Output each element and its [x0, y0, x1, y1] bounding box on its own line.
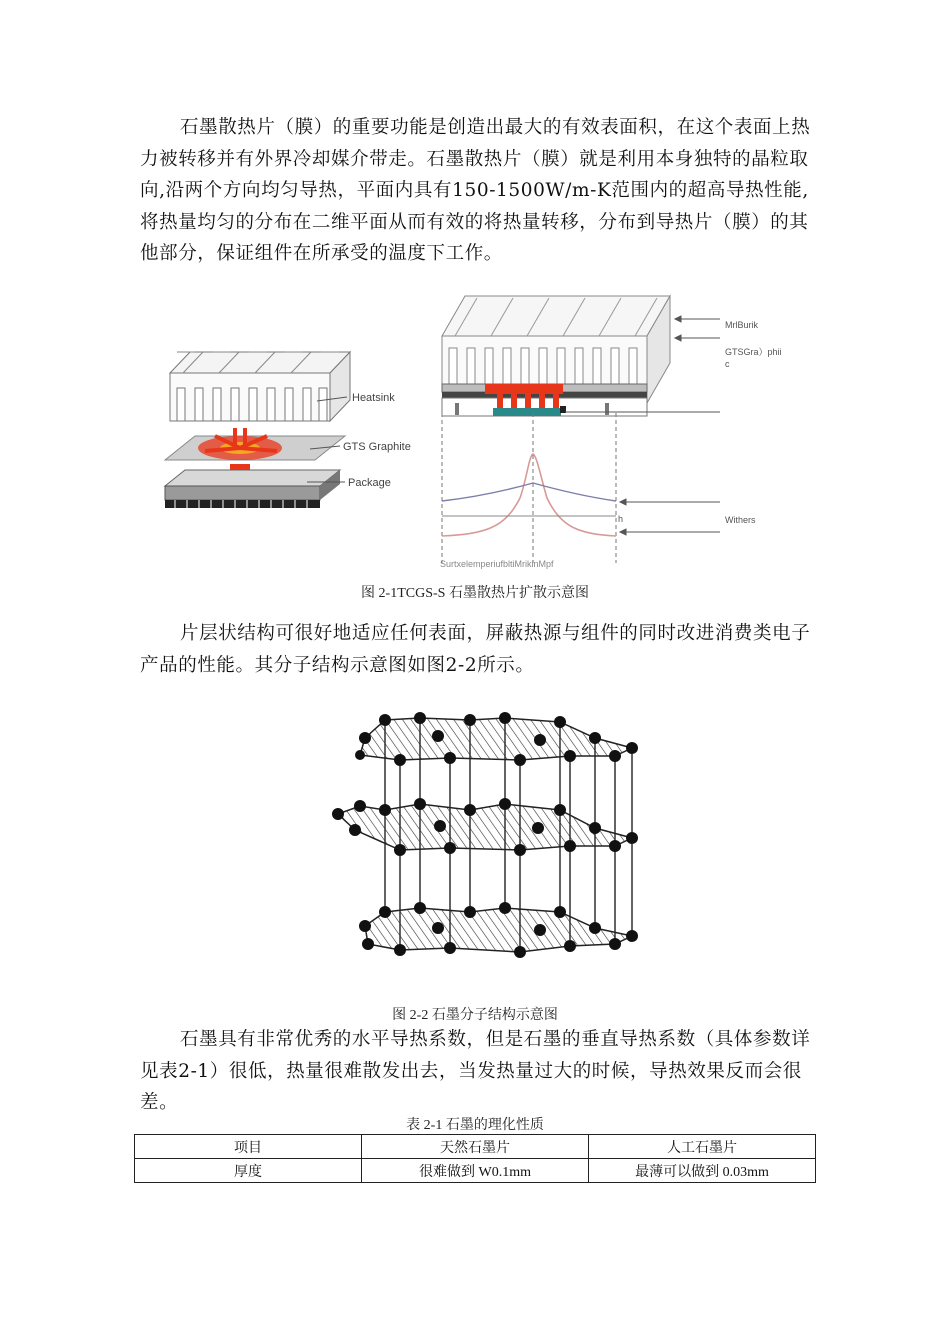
label-metal-block: MrlBurik	[725, 320, 758, 330]
figure-graphite-molecular-structure	[320, 700, 650, 1010]
temperature-curve-with-graphite	[442, 483, 616, 501]
table-wrapper	[134, 1134, 818, 1186]
label-withers: Withers	[725, 515, 756, 525]
label-gts-graphic-cont: c	[725, 359, 730, 369]
table-row	[135, 1159, 816, 1183]
cross-section-drawing	[442, 296, 670, 416]
label-heatsink: Heatsink	[352, 392, 395, 404]
paragraph-graphite-function: 石墨散热片（膜）的重要功能是创造出最大的有效表面积，在这个表面上热力被转移并有外界冷却媒介带走。石墨散热片（膜）就是利用本身独特的晶粒取向,沿两个方向均匀导热，平面内具有150-1500W/m-K范围内的超高导热性能,将热量均匀的分布在二维平面从而有效的将热量转移，分布到导热片（膜）的其他部分，保证组件在所承受的温度下工作。	[140, 117, 811, 264]
graphite-sheet-drawing	[165, 428, 345, 473]
graphite-layer-middle	[332, 798, 638, 856]
table-header-cell: 人工石墨片	[589, 1135, 816, 1159]
table-cell: 很难做到 W0.1mm	[362, 1159, 589, 1183]
paragraph-thermal-conductivity: 石墨具有非常优秀的水平导热系数，但是石墨的垂直导热系数（具体参数详见表2-1）很低，热量很难散发出去，当发热量过大的时候，导热效果反而会很差。	[140, 1029, 811, 1113]
graphite-layer-bottom	[359, 902, 638, 958]
figure-heat-spreading-diagram	[155, 288, 815, 569]
label-gts-graphic: GTSGra）phii	[725, 347, 782, 357]
figure2-caption: 图 2-2 石墨分子结构示意图	[392, 1008, 558, 1023]
package-drawing	[165, 470, 340, 508]
table-header-cell: 项目	[135, 1135, 362, 1159]
label-surface-temperature: SurtxelemperiufbltiMrikinMpf	[440, 559, 554, 569]
heatsink-drawing	[170, 352, 350, 421]
table-cell: 最薄可以做到 0.03mm	[589, 1159, 816, 1183]
properties-table	[134, 1134, 816, 1183]
label-gts-graphite: GTS Graphite	[343, 441, 411, 453]
table-header-row	[135, 1135, 816, 1159]
paragraph-layered-structure: 片层状结构可很好地适应任何表面，屏蔽热源与组件的同时改进消费类电子产品的性能。其分子结构示意图如图2-2所示。	[140, 623, 811, 676]
label-package: Package	[348, 477, 391, 489]
table-caption: 表 2-1 石墨的理化性质	[406, 1118, 544, 1133]
table-cell: 厚度	[135, 1159, 362, 1183]
figure1-caption: 图 2-1TCGS-S 石墨散热片扩散示意图	[361, 586, 589, 601]
table-header-cell: 天然石墨片	[362, 1135, 589, 1159]
label-h: h	[618, 514, 624, 524]
temperature-curve-without-graphite	[442, 454, 616, 536]
